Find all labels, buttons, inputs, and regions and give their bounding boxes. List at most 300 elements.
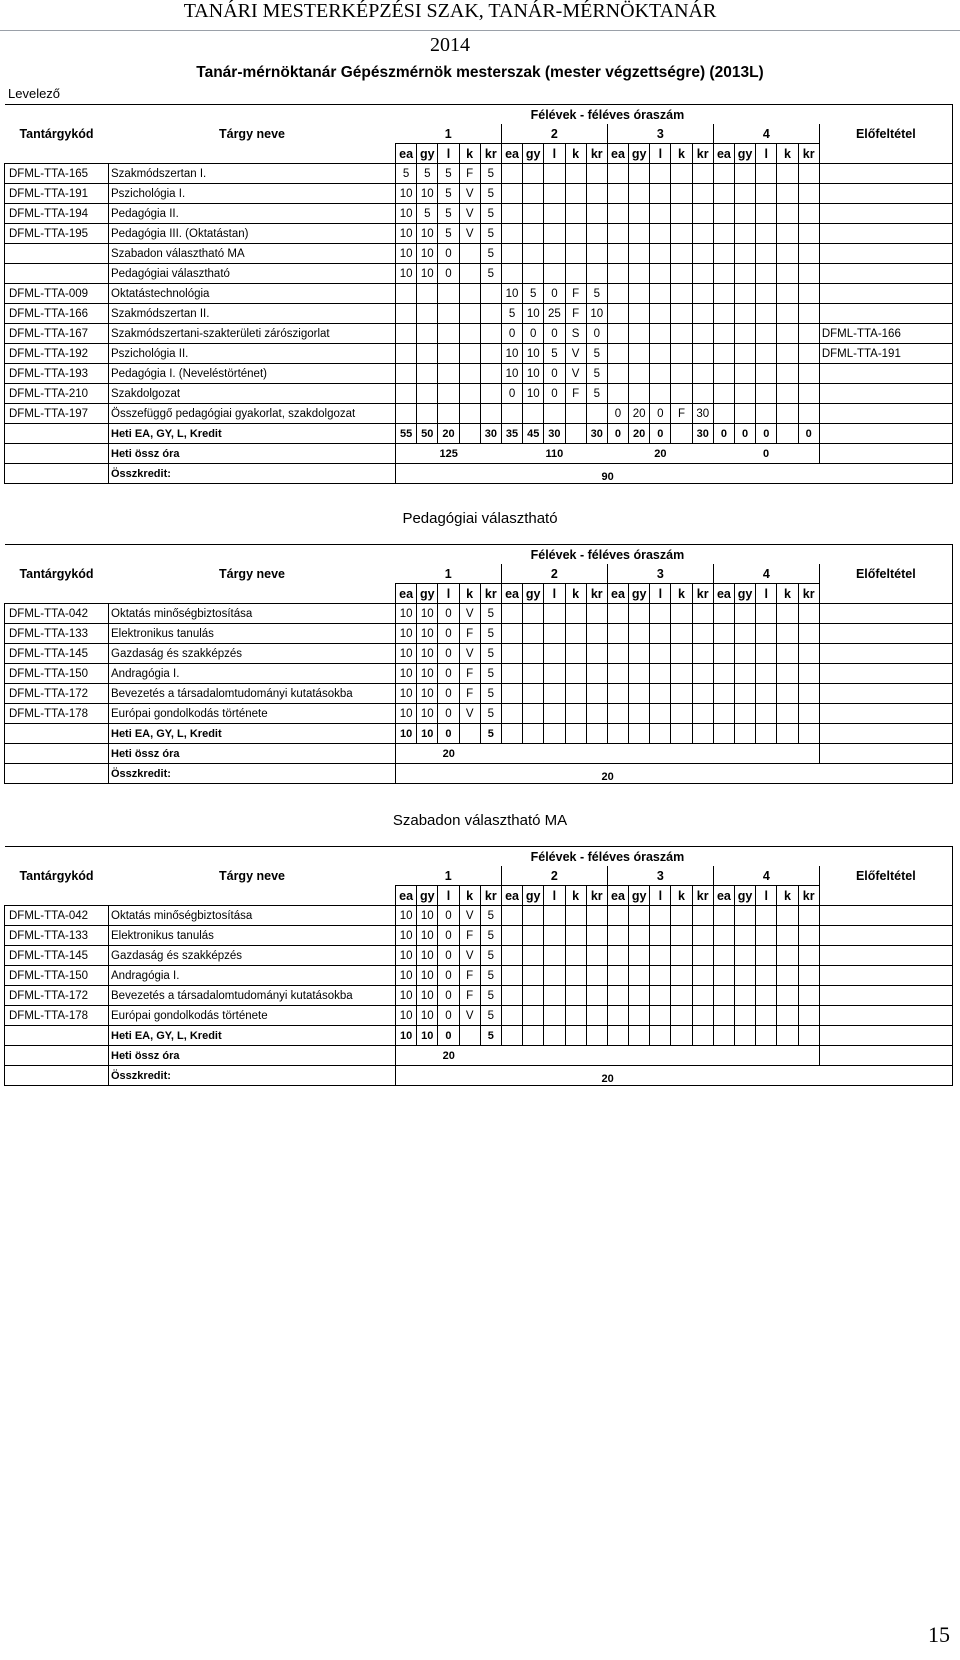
hours-cell: F xyxy=(459,624,480,644)
hours-cell xyxy=(629,344,650,364)
hours-cell: 10 xyxy=(396,1006,417,1026)
hours-cell: 10 xyxy=(523,364,544,384)
sub-column-header: gy xyxy=(523,144,544,164)
hours-cell xyxy=(523,224,544,244)
hours-cell xyxy=(777,624,798,644)
header-spacer xyxy=(109,105,396,125)
hours-cell xyxy=(523,164,544,184)
hours-cell xyxy=(713,604,734,624)
hours-cell xyxy=(798,1006,819,1026)
hours-cell xyxy=(501,164,522,184)
semester-header: 4 xyxy=(713,124,819,144)
hours-cell xyxy=(544,164,565,184)
prerequisite xyxy=(819,664,952,684)
table-row xyxy=(5,704,953,724)
hours-cell xyxy=(607,384,628,404)
hours-cell xyxy=(396,284,417,304)
hours-cell xyxy=(671,946,692,966)
hours-cell xyxy=(438,404,459,424)
course-name: Európai gondolkodás története xyxy=(109,1006,396,1026)
table-row xyxy=(5,624,953,644)
weekly-total: 5 xyxy=(480,1026,501,1046)
hours-cell: 5 xyxy=(480,164,501,184)
hours-cell xyxy=(438,344,459,364)
hours-cell xyxy=(565,624,586,644)
hours-cell xyxy=(607,244,628,264)
weekly-total xyxy=(798,1026,819,1046)
hours-cell xyxy=(629,264,650,284)
hours-cell: 10 xyxy=(501,364,522,384)
hours-cell xyxy=(586,1006,607,1026)
hours-cell xyxy=(692,966,713,986)
course-name: Bevezetés a társadalomtudományi kutatásokba xyxy=(109,986,396,1006)
hours-cell: 10 xyxy=(417,1006,438,1026)
weekly-total: 0 xyxy=(438,724,459,744)
hours-cell xyxy=(798,624,819,644)
hours-cell xyxy=(396,344,417,364)
hours-cell: 5 xyxy=(480,244,501,264)
hours-cell xyxy=(692,684,713,704)
hours-cell: 10 xyxy=(417,224,438,244)
hours-cell xyxy=(501,664,522,684)
hours-cell xyxy=(798,946,819,966)
hours-cell xyxy=(798,204,819,224)
course-code: DFML-TTA-042 xyxy=(5,906,109,926)
hours-cell xyxy=(629,224,650,244)
hours-cell: 10 xyxy=(586,304,607,324)
weekly-total: 0 xyxy=(798,424,819,444)
hours-cell xyxy=(735,946,756,966)
semester-total-hours xyxy=(713,744,819,764)
hours-cell xyxy=(756,966,777,986)
semester-header: 3 xyxy=(607,124,713,144)
summary-spacer xyxy=(5,724,109,744)
hours-cell xyxy=(501,926,522,946)
summary-spacer xyxy=(819,1066,952,1086)
hours-cell xyxy=(650,926,671,946)
hours-cell xyxy=(459,404,480,424)
sub-column-header: k xyxy=(777,584,798,604)
weekly-total xyxy=(671,424,692,444)
course-code: DFML-TTA-191 xyxy=(5,184,109,204)
weekly-total xyxy=(777,1026,798,1046)
credits-label: Összkredit: xyxy=(109,1066,396,1086)
hours-cell: 10 xyxy=(396,644,417,664)
hours-cell xyxy=(798,644,819,664)
hours-cell: 0 xyxy=(544,384,565,404)
course-code: DFML-TTA-172 xyxy=(5,684,109,704)
header-spacer xyxy=(819,545,952,565)
hours-cell xyxy=(544,184,565,204)
table-row xyxy=(5,644,953,664)
hours-cell xyxy=(692,624,713,644)
hours-cell xyxy=(650,966,671,986)
hours-cell: V xyxy=(459,224,480,244)
hours-cell xyxy=(438,384,459,404)
header-spacer xyxy=(109,584,396,604)
hours-cell xyxy=(629,684,650,704)
hours-cell xyxy=(798,704,819,724)
semester-total-hours: 0 xyxy=(713,444,819,464)
weekly-total xyxy=(735,1026,756,1046)
document-year: 2014 xyxy=(430,34,470,56)
table-row xyxy=(5,264,953,284)
hours-cell xyxy=(756,284,777,304)
hours-cell xyxy=(607,284,628,304)
hours-cell xyxy=(735,1006,756,1026)
name-header: Tárgy neve xyxy=(218,126,285,141)
header-spacer xyxy=(5,105,109,125)
weekly-total xyxy=(523,724,544,744)
hours-cell xyxy=(544,704,565,724)
hours-cell xyxy=(586,704,607,724)
hours-cell xyxy=(692,604,713,624)
hours-cell xyxy=(713,906,734,926)
hours-cell: 5 xyxy=(523,284,544,304)
course-name: Európai gondolkodás története xyxy=(109,704,396,724)
course-code: DFML-TTA-150 xyxy=(5,966,109,986)
hours-cell xyxy=(735,704,756,724)
hours-cell xyxy=(629,946,650,966)
semester-header: 1 xyxy=(396,564,502,584)
hours-cell: 10 xyxy=(417,906,438,926)
semester-header: 1 xyxy=(396,124,502,144)
hours-cell xyxy=(713,966,734,986)
table-row xyxy=(5,946,953,966)
sub-column-header: l xyxy=(544,584,565,604)
hours-cell: 5 xyxy=(480,644,501,664)
hours-cell: F xyxy=(459,684,480,704)
weekly-total xyxy=(756,724,777,744)
semester-total-hours: 110 xyxy=(501,444,607,464)
hours-cell: 10 xyxy=(396,604,417,624)
hours-cell xyxy=(713,926,734,946)
weekly-total xyxy=(544,724,565,744)
total-hours-label: Heti össz óra xyxy=(109,744,396,764)
sub-column-header: l xyxy=(756,584,777,604)
hours-cell: V xyxy=(459,644,480,664)
course-name: Andragógia I. xyxy=(109,664,396,684)
header-spacer xyxy=(819,584,952,604)
hours-cell xyxy=(798,184,819,204)
hours-cell: 5 xyxy=(438,204,459,224)
hours-cell xyxy=(586,966,607,986)
sub-column-header: kr xyxy=(586,584,607,604)
semester-header: 4 xyxy=(713,866,819,886)
hours-cell xyxy=(735,604,756,624)
hours-cell xyxy=(501,946,522,966)
hours-cell xyxy=(692,986,713,1006)
table-row xyxy=(5,684,953,704)
hours-cell xyxy=(586,244,607,264)
summary-spacer xyxy=(819,744,952,764)
hours-cell xyxy=(735,224,756,244)
hours-cell xyxy=(713,324,734,344)
sub-column-header: l xyxy=(544,886,565,906)
hours-cell xyxy=(607,684,628,704)
curriculum-table xyxy=(4,846,953,1086)
sub-column-header: l xyxy=(756,144,777,164)
hours-cell xyxy=(629,986,650,1006)
hours-cell xyxy=(544,244,565,264)
hours-cell xyxy=(501,644,522,664)
hours-cell: 10 xyxy=(417,664,438,684)
hours-cell xyxy=(692,664,713,684)
hours-cell xyxy=(586,906,607,926)
hours-cell: 10 xyxy=(396,264,417,284)
course-name: Oktatás minőségbiztosítása xyxy=(109,604,396,624)
hours-cell xyxy=(777,404,798,424)
sub-column-header: gy xyxy=(417,886,438,906)
hours-cell xyxy=(396,364,417,384)
hours-cell xyxy=(607,344,628,364)
hours-cell xyxy=(692,644,713,664)
sub-column-header: k xyxy=(565,144,586,164)
hours-cell xyxy=(459,384,480,404)
hours-cell xyxy=(629,384,650,404)
hours-cell xyxy=(735,264,756,284)
hours-cell: S xyxy=(565,324,586,344)
prerequisite xyxy=(819,624,952,644)
hours-cell xyxy=(713,404,734,424)
hours-cell xyxy=(607,164,628,184)
course-code: DFML-TTA-192 xyxy=(5,344,109,364)
summary-spacer xyxy=(5,424,109,444)
hours-cell xyxy=(523,664,544,684)
hours-cell xyxy=(544,604,565,624)
header-spacer xyxy=(819,105,952,125)
hours-cell: 0 xyxy=(650,404,671,424)
summary-spacer xyxy=(5,744,109,764)
hours-cell xyxy=(777,926,798,946)
hours-cell xyxy=(629,184,650,204)
hours-cell: 5 xyxy=(586,344,607,364)
hours-cell xyxy=(756,204,777,224)
hours-cell: F xyxy=(459,926,480,946)
hours-cell xyxy=(438,304,459,324)
hours-cell xyxy=(671,384,692,404)
sub-column-header: l xyxy=(650,886,671,906)
hours-cell xyxy=(565,946,586,966)
weekly-label: Heti EA, GY, L, Kredit xyxy=(109,724,396,744)
hours-cell xyxy=(777,304,798,324)
hours-cell xyxy=(671,204,692,224)
hours-cell: 5 xyxy=(480,604,501,624)
summary-spacer xyxy=(5,1046,109,1066)
course-code: DFML-TTA-193 xyxy=(5,364,109,384)
semester-total-hours: 20 xyxy=(396,744,502,764)
prerequisite xyxy=(819,304,952,324)
table-row xyxy=(5,284,953,304)
course-code: DFML-TTA-042 xyxy=(5,604,109,624)
course-name: Pedagógia I. (Neveléstörténet) xyxy=(109,364,396,384)
weekly-total xyxy=(607,724,628,744)
prerequisite xyxy=(819,644,952,664)
semester-total-hours: 20 xyxy=(607,444,713,464)
sub-column-header: k xyxy=(671,584,692,604)
weekly-total: 10 xyxy=(396,1026,417,1046)
hours-cell xyxy=(650,284,671,304)
header-spacer xyxy=(5,545,109,565)
name-header: Tárgy neve xyxy=(218,868,285,883)
header-spacer xyxy=(109,545,396,565)
hours-cell xyxy=(777,324,798,344)
total-credits: 90 xyxy=(396,464,820,484)
hours-cell xyxy=(459,264,480,284)
hours-cell xyxy=(756,986,777,1006)
hours-cell xyxy=(777,704,798,724)
hours-cell: 0 xyxy=(438,604,459,624)
hours-cell xyxy=(544,224,565,244)
sub-column-header: gy xyxy=(523,886,544,906)
hours-cell xyxy=(756,624,777,644)
header-spacer xyxy=(5,584,109,604)
weekly-total xyxy=(544,1026,565,1046)
hours-cell xyxy=(756,364,777,384)
hours-cell: 10 xyxy=(396,184,417,204)
hours-cell: 5 xyxy=(438,164,459,184)
hours-cell xyxy=(756,184,777,204)
prerequisite: DFML-TTA-166 xyxy=(819,324,952,344)
hours-cell xyxy=(480,404,501,424)
hours-cell xyxy=(629,304,650,324)
hours-cell xyxy=(607,946,628,966)
prereq-header: Előfeltétel xyxy=(819,564,952,584)
weekly-total: 10 xyxy=(417,724,438,744)
summary-spacer xyxy=(819,464,952,484)
table-row xyxy=(5,966,953,986)
hours-cell xyxy=(777,966,798,986)
course-code: DFML-TTA-167 xyxy=(5,324,109,344)
course-code: DFML-TTA-195 xyxy=(5,224,109,244)
hours-cell: 0 xyxy=(438,624,459,644)
table-row xyxy=(5,404,953,424)
sub-column-header: ea xyxy=(396,886,417,906)
hours-cell xyxy=(692,224,713,244)
hours-cell xyxy=(650,304,671,324)
hours-cell xyxy=(629,1006,650,1026)
semester-total-hours xyxy=(607,1046,713,1066)
hours-cell xyxy=(671,364,692,384)
section-title-pedagogical-elective: Pedagógiai választható xyxy=(402,510,558,527)
hours-cell xyxy=(735,684,756,704)
hours-cell xyxy=(777,906,798,926)
course-code: DFML-TTA-166 xyxy=(5,304,109,324)
hours-cell xyxy=(523,264,544,284)
hours-cell xyxy=(544,986,565,1006)
hours-cell xyxy=(586,224,607,244)
prerequisite xyxy=(819,384,952,404)
hours-cell xyxy=(798,344,819,364)
hours-cell xyxy=(607,304,628,324)
hours-cell: 0 xyxy=(501,324,522,344)
sub-column-header: gy xyxy=(523,584,544,604)
hours-cell xyxy=(523,404,544,424)
hours-cell: 0 xyxy=(438,664,459,684)
weekly-total: 45 xyxy=(523,424,544,444)
course-code: DFML-TTA-150 xyxy=(5,664,109,684)
hours-cell: 0 xyxy=(544,284,565,304)
sub-column-header: kr xyxy=(586,886,607,906)
hours-cell xyxy=(713,946,734,966)
table-row xyxy=(5,1006,953,1026)
prerequisite xyxy=(819,364,952,384)
prereq-header: Előfeltétel xyxy=(819,866,952,886)
hours-cell xyxy=(692,344,713,364)
weekly-total xyxy=(586,724,607,744)
weekly-total xyxy=(459,424,480,444)
course-name: Pszichológia II. xyxy=(109,344,396,364)
hours-cell xyxy=(735,966,756,986)
hours-cell xyxy=(756,664,777,684)
weekly-total xyxy=(777,724,798,744)
hours-cell xyxy=(586,926,607,946)
hours-cell xyxy=(650,384,671,404)
weekly-total xyxy=(713,724,734,744)
hours-cell xyxy=(396,304,417,324)
table-row xyxy=(5,324,953,344)
weekly-total xyxy=(735,724,756,744)
hours-cell: 5 xyxy=(480,204,501,224)
sub-column-header: ea xyxy=(713,584,734,604)
hours-cell xyxy=(650,946,671,966)
hours-cell xyxy=(692,184,713,204)
course-code: DFML-TTA-194 xyxy=(5,204,109,224)
hours-cell: 5 xyxy=(480,224,501,244)
sub-column-header: k xyxy=(671,144,692,164)
hours-cell xyxy=(692,304,713,324)
hours-cell xyxy=(501,204,522,224)
hours-cell xyxy=(501,1006,522,1026)
hours-cell xyxy=(565,644,586,664)
code-header: Tantárgykód xyxy=(19,126,94,141)
hours-cell xyxy=(713,344,734,364)
course-name: Gazdaság és szakképzés xyxy=(109,946,396,966)
hours-cell xyxy=(629,324,650,344)
sub-column-header: kr xyxy=(798,584,819,604)
course-name: Szakmódszertan II. xyxy=(109,304,396,324)
hours-cell xyxy=(501,184,522,204)
hours-cell xyxy=(523,604,544,624)
hours-cell xyxy=(523,906,544,926)
table-row xyxy=(5,384,953,404)
hours-cell: V xyxy=(565,344,586,364)
sub-column-header: l xyxy=(438,144,459,164)
semesters-header: Félévek - féléves óraszám xyxy=(396,847,820,867)
hours-cell: 5 xyxy=(586,364,607,384)
sub-column-header: k xyxy=(459,584,480,604)
hours-cell: 0 xyxy=(438,644,459,664)
hours-cell xyxy=(735,926,756,946)
hours-cell xyxy=(756,1006,777,1026)
hours-cell: 0 xyxy=(438,946,459,966)
course-code: DFML-TTA-210 xyxy=(5,384,109,404)
hours-cell: 0 xyxy=(586,324,607,344)
header-spacer xyxy=(109,144,396,164)
hours-cell: 5 xyxy=(586,284,607,304)
weekly-total xyxy=(650,1026,671,1046)
hours-cell xyxy=(650,624,671,644)
hours-cell xyxy=(671,1006,692,1026)
hours-cell xyxy=(459,284,480,304)
weekly-total: 0 xyxy=(735,424,756,444)
hours-cell xyxy=(607,926,628,946)
name-header: Tárgy neve xyxy=(218,566,285,581)
weekly-total xyxy=(650,724,671,744)
hours-cell xyxy=(544,264,565,284)
table-row xyxy=(5,664,953,684)
hours-cell: 10 xyxy=(501,284,522,304)
